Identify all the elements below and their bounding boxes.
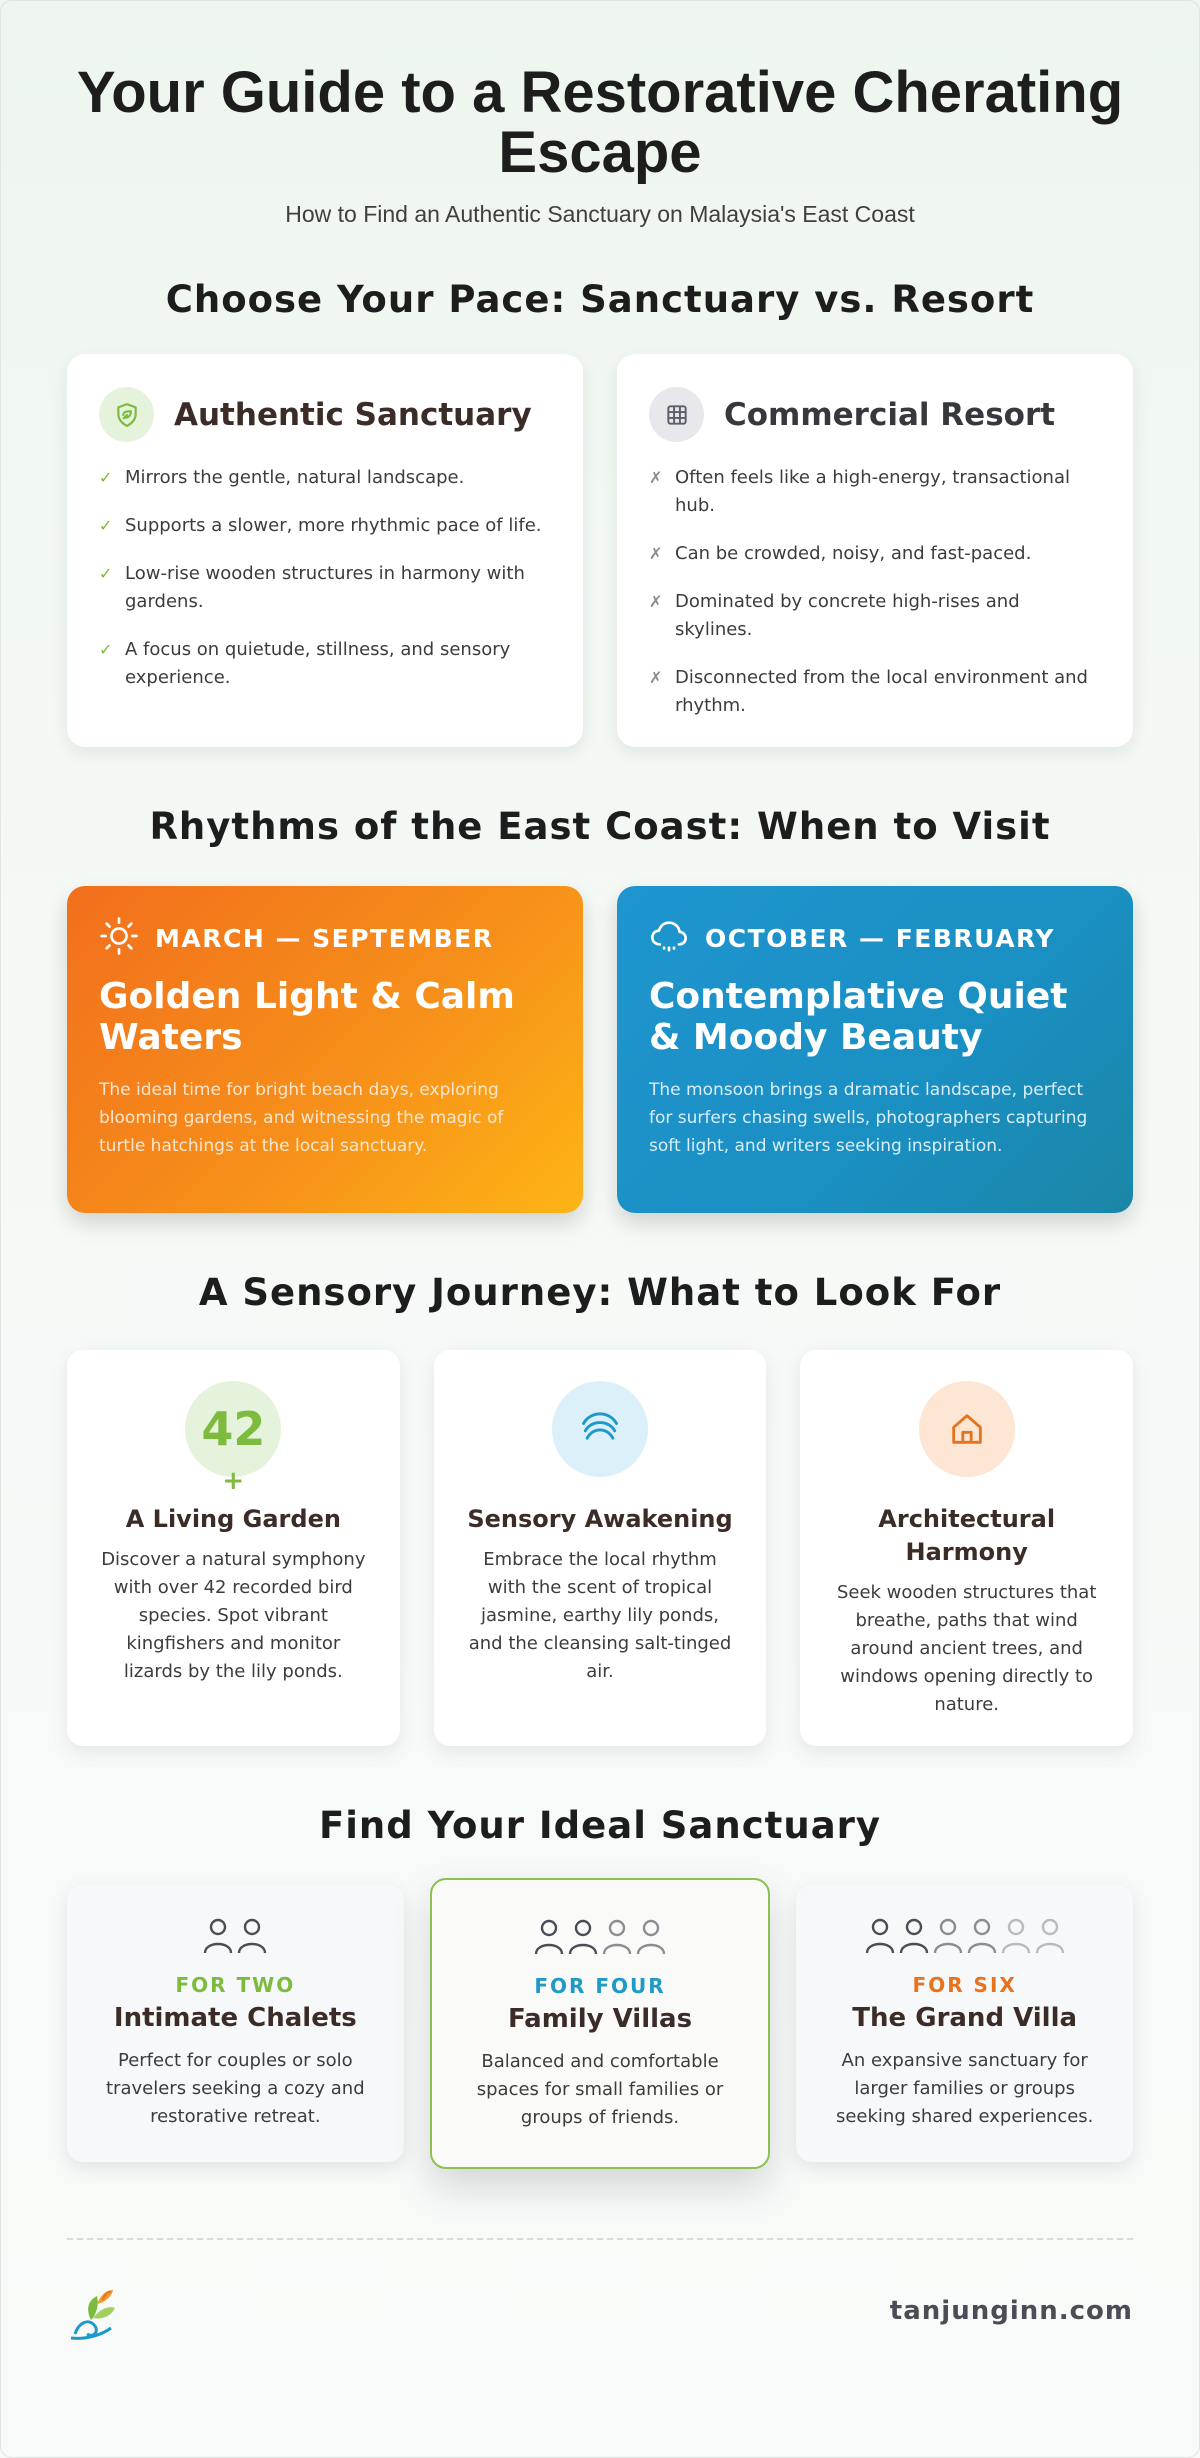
dry-season-title: Golden Light & Calm Waters [99, 976, 515, 1058]
grand-villa-capacity-label: FOR SIX [912, 1973, 1017, 1997]
sanctuary-card [67, 354, 583, 747]
compare-section-title: Choose Your Pace: Sanctuary vs. Resort [165, 278, 1035, 321]
people-icon-group [820, 1915, 1109, 1955]
bird-count-badge: 42 + [185, 1381, 281, 1477]
resort-card [617, 354, 1133, 747]
person-icon [604, 1921, 630, 1954]
senses-row [67, 1350, 1133, 1746]
person-icon [239, 1920, 265, 1953]
grand-villa-desc: An expansive sanctuary for larger families or groups seeking shared experiences. [835, 2050, 1094, 2127]
wet-season-desc: The monsoon brings a dramatic landscape, perfect for surfers chasing swells, photographers capturing soft light, and writers seeking inspiration. [649, 1080, 1088, 1156]
garden-card-desc: Discover a natural symphony with over 42 recorded bird species. Spot vibrant kingfishers and monitor lizards by the lily ponds. [101, 1549, 366, 1682]
list-item: ✗ Can be crowded, noisy, and fast-paced. [649, 540, 1101, 568]
x-icon: ✗ [649, 668, 663, 687]
person-icon [638, 1921, 664, 1954]
person-icon [935, 1920, 961, 1953]
people-icon-group [91, 1915, 380, 1955]
dry-season-label: MARCH — SEPTEMBER [155, 923, 494, 953]
x-icon: ✗ [649, 592, 663, 611]
chalet-capacity-label: FOR TWO [175, 1973, 296, 1997]
seasons-section-title: Rhythms of the East Coast: When to Visit [149, 805, 1051, 848]
person-icon [901, 1920, 927, 1953]
sanctuary-list [99, 464, 551, 692]
seasons-row [67, 886, 1133, 1213]
person-icon [867, 1920, 893, 1953]
shield-leaf-icon [99, 387, 154, 442]
person-icon [205, 1920, 231, 1953]
x-icon: ✗ [649, 468, 663, 487]
resort-list [649, 464, 1101, 720]
brand-logo [67, 2274, 187, 2348]
person-icon [570, 1921, 596, 1954]
dry-season-desc: The ideal time for bright beach days, exploring blooming gardens, and witnessing the magic of turtle hatchings at the local sanctuary. [99, 1080, 504, 1156]
architecture-card-desc: Seek wooden structures that breathe, paths that wind around ancient trees, and windows opening directly to nature. [836, 1582, 1097, 1715]
list-item: ✗ Disconnected from the local environment and rhythm. [649, 664, 1101, 720]
list-item: ✓ Low-rise wooden structures in harmony with gardens. [99, 560, 551, 616]
page-subtitle: How to Find an Authentic Sanctuary on Malaysia's East Coast [285, 201, 915, 227]
family-villa-capacity-label: FOR FOUR [534, 1974, 666, 1998]
list-item: ✓ Mirrors the gentle, natural landscape. [99, 464, 551, 492]
sensory-card-title: Sensory Awakening [467, 1505, 733, 1533]
wet-season-label: OCTOBER — FEBRUARY [705, 923, 1056, 953]
chalet-card[interactable] [67, 1885, 404, 2162]
house-icon [919, 1381, 1015, 1477]
family-villa-desc: Balanced and comfortable spaces for small families or groups of friends. [476, 2051, 724, 2128]
waves-icon [552, 1381, 648, 1477]
stay-section-title: Find Your Ideal Sanctuary [318, 1804, 882, 1847]
list-item: ✓ Supports a slower, more rhythmic pace of life. [99, 512, 551, 540]
sensory-card [434, 1350, 767, 1746]
chalet-desc: Perfect for couples or solo travelers seeking a cozy and restorative retreat. [106, 2050, 365, 2127]
person-icon [1003, 1920, 1029, 1953]
compare-row [67, 354, 1133, 747]
person-icon [1037, 1920, 1063, 1953]
sun-icon [99, 916, 139, 960]
website-url[interactable]: tanjunginn.com [889, 2296, 1133, 2326]
garden-card [67, 1350, 400, 1746]
senses-section-title: A Sensory Journey: What to Look For [198, 1271, 1002, 1314]
family-villa-card[interactable] [430, 1878, 771, 2169]
rain-cloud-icon [649, 916, 689, 960]
person-icon [969, 1920, 995, 1953]
garden-card-title: A Living Garden [125, 1505, 341, 1533]
resort-card-title: Commercial Resort [724, 396, 1056, 433]
check-icon: ✓ [99, 640, 113, 659]
check-icon: ✓ [99, 564, 113, 583]
footer [67, 2274, 1133, 2348]
person-icon [536, 1921, 562, 1954]
check-icon: ✓ [99, 516, 113, 535]
chalet-title: Intimate Chalets [113, 2003, 357, 2033]
dry-season-card [67, 886, 583, 1213]
check-icon: ✓ [99, 468, 113, 487]
building-grid-icon [649, 387, 704, 442]
family-villa-title: Family Villas [507, 2004, 693, 2034]
architecture-card-title: Architectural Harmony [878, 1505, 1056, 1566]
architecture-card [800, 1350, 1133, 1746]
footer-divider [67, 2238, 1133, 2240]
stay-row [67, 1885, 1133, 2169]
people-icon-group [456, 1916, 745, 1956]
wet-season-card [617, 886, 1133, 1213]
grand-villa-card[interactable] [796, 1885, 1133, 2162]
list-item: ✓ A focus on quietude, stillness, and sensory experience. [99, 636, 551, 692]
wet-season-title: Contemplative Quiet & Moody Beauty [649, 976, 1068, 1058]
grand-villa-title: The Grand Villa [852, 2003, 1078, 2033]
list-item: ✗ Often feels like a high-energy, transactional hub. [649, 464, 1101, 520]
list-item: ✗ Dominated by concrete high-rises and skylines. [649, 588, 1101, 644]
sensory-card-desc: Embrace the local rhythm with the scent of tropical jasmine, earthy lily ponds, and the cleansing salt-tinged air. [468, 1549, 732, 1682]
x-icon: ✗ [649, 544, 663, 563]
sanctuary-card-title: Authentic Sanctuary [174, 396, 532, 433]
page-title: Your Guide to a Restorative Cherating Escape [76, 60, 1124, 185]
